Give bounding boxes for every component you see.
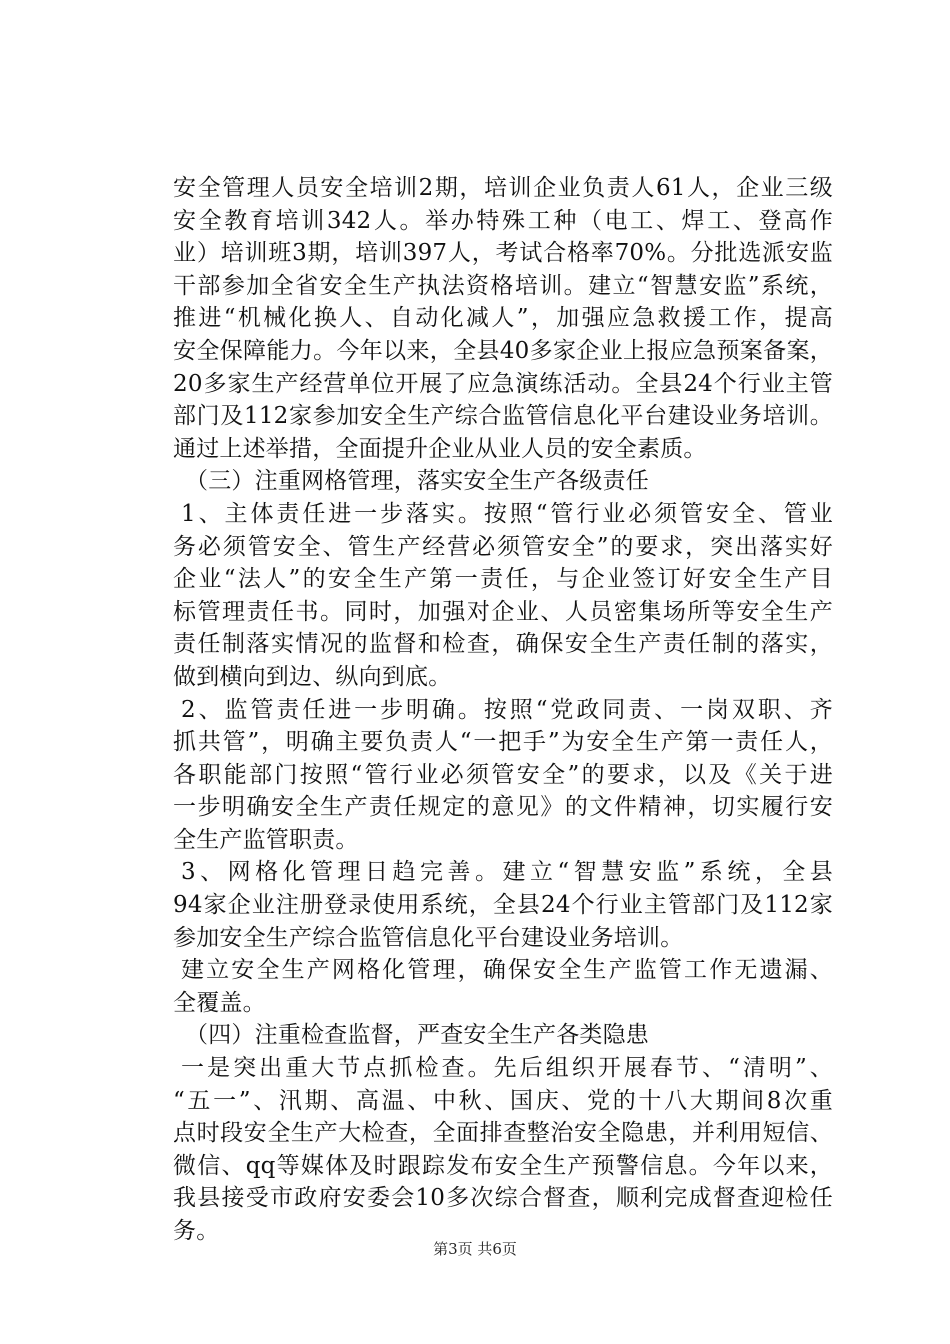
text-line: 一是突出重大节点抓检查。先后组织开展春节、“清明”、 [181, 1055, 833, 1082]
text-line: “五一”、汛期、高温、中秋、国庆、党的十八大期间8次重 [173, 1087, 833, 1114]
text-line: 一步明确安全生产责任规定的意见》的文件精神，切实履行安 [173, 794, 833, 821]
text-line: 标管理责任书。同时，加强对企业、人员密集场所等安全生产 [173, 598, 833, 625]
text-line: 参加安全生产综合监管信息化平台建设业务培训。 [173, 924, 684, 951]
text-line: （四）注重检查监督，严查安全生产各类隐患 [185, 1022, 649, 1049]
document-body [173, 172, 833, 1248]
text-line: （三）注重网格管理，落实安全生产各级责任 [185, 468, 649, 495]
text-line: 3、网格化管理日趋完善。建立“智慧安监”系统，全县 [181, 859, 833, 886]
text-line: 94家企业注册登录使用系统，全县24个行业主管部门及112家 [173, 892, 833, 919]
text-line: 20多家生产经营单位开展了应急演练活动。全县24个行业主管 [173, 370, 833, 397]
text-line: 点时段安全生产大检查，全面排查整治安全隐患，并利用短信、 [173, 1120, 833, 1147]
text-line: 安全管理人员安全培训2期，培训企业负责人61人，企业三级 [173, 175, 833, 201]
text-line: 企业“法人”的安全生产第一责任，与企业签订好安全生产目 [173, 566, 833, 593]
page-number: 第3页 共6页 [433, 1240, 517, 1258]
text-line: 我县接受市政府安委会10多次综合督查，顺利完成督查迎检任 [173, 1185, 833, 1212]
text-line: 全生产监管职责。 [173, 826, 359, 853]
page-footer [0, 1238, 950, 1259]
text-line: 责任制落实情况的监督和检查，确保安全生产责任制的落实， [173, 631, 833, 658]
text-line: 推进“机械化换人、自动化减人”，加强应急救援工作，提高 [173, 305, 833, 332]
text-line: 部门及112家参加安全生产综合监管信息化平台建设业务培训。 [173, 403, 833, 430]
text-line: 2、监管责任进一步明确。按照“党政同责、一岗双职、齐 [181, 696, 833, 723]
text-line: 务必须管安全、管生产经营必须管安全”的要求，突出落实好 [173, 533, 833, 560]
text-line: 干部参加全省安全生产执法资格培训。建立“智慧安监”系统， [173, 272, 833, 299]
text-line: 建立安全生产网格化管理，确保安全生产监管工作无遗漏、 [181, 957, 833, 984]
text-line: 各职能部门按照“管行业必须管安全”的要求，以及《关于进 [173, 761, 833, 788]
text-line: 抓共管”，明确主要负责人“一把手”为安全生产第一责任人， [173, 729, 833, 756]
text-line: 业）培训班3期，培训397人，考试合格率70%。分批选派安监 [173, 240, 833, 267]
text-line: 1、主体责任进一步落实。按照“管行业必须管安全、管业 [181, 500, 833, 527]
text-line: 全覆盖。 [173, 989, 266, 1016]
text-line: 做到横向到边、纵向到底。 [173, 663, 452, 690]
text-line: 安全教育培训342人。举办特殊工种（电工、焊工、登高作 [173, 207, 833, 234]
text-line: 微信、qq等媒体及时跟踪发布安全生产预警信息。今年以来， [173, 1152, 833, 1179]
text-line: 务。 [173, 1218, 220, 1244]
text-line: 通过上述举措，全面提升企业从业人员的安全素质。 [173, 435, 707, 462]
text-line: 安全保障能力。今年以来，全县40多家企业上报应急预案备案， [173, 337, 833, 364]
